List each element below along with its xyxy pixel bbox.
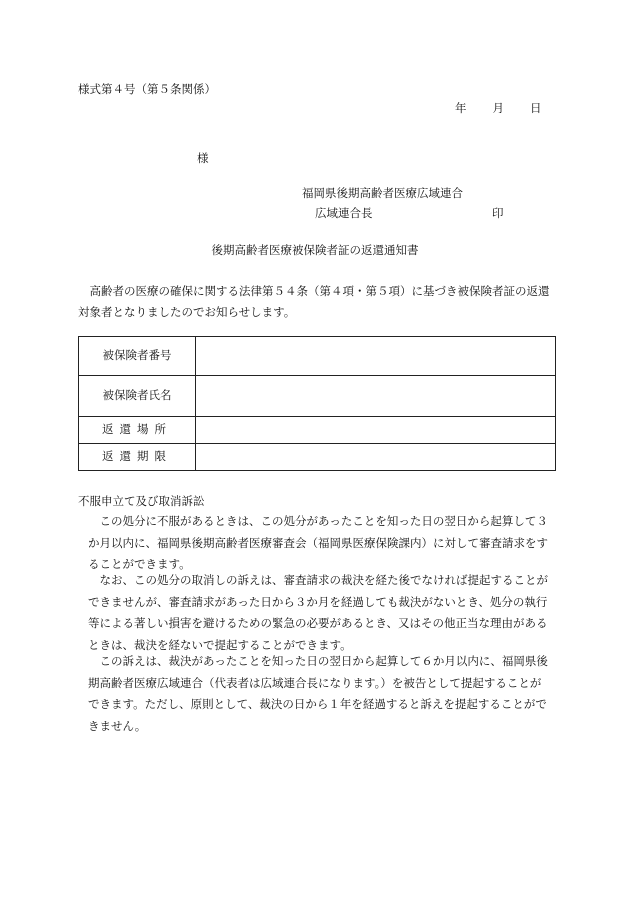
objection-paragraph-3: この訴えは、裁決があったことを知った日の翌日から起算して６か月以内に、福岡県後期高齢者医療広域連合（代表者は広域連合長になります。）を被告として提起することができます。ただし、原則として、裁決の日から１年を経過すると訴えを提起することができません。 [88, 654, 548, 733]
date-month: 月 [492, 101, 504, 115]
table-row [79, 444, 556, 471]
label-return-place: 返還場所 [79, 417, 196, 444]
objection-paragraph-1: この処分に不服があるときは、この処分があったことを知った日の翌日から起算して３か月以内に、福岡県後期高齢者医療審査会（福岡県医療保険課内）に対して審査請求をすることができます。 [88, 514, 548, 571]
objection-heading: 不服申立て及び取消訴訟 [78, 494, 205, 508]
seal-mark: 印 [492, 206, 504, 220]
form-number: 様式第４号（第５条関係） [78, 82, 216, 96]
value-insured-name [196, 376, 556, 417]
issuer-title: 広域連合長 [315, 206, 373, 220]
value-return-place [196, 417, 556, 444]
table-row [79, 376, 556, 417]
intro-paragraph: 高齢者の医療の確保に関する法律第５４条（第４項・第５項）に基づき被保険者証の返還対象者となりましたのでお知らせします。 [78, 284, 550, 319]
date-line [455, 103, 542, 115]
table-row [79, 337, 556, 376]
label-insured-number: 被保険者番号 [79, 337, 196, 376]
document-title: 後期高齢者医療被保険者証の返還通知書 [211, 243, 419, 257]
addressee-suffix: 様 [197, 151, 209, 165]
issuer-organization: 福岡県後期高齢者医療広域連合 [302, 186, 463, 200]
date-year: 年 [455, 101, 467, 115]
label-insured-name: 被保険者氏名 [79, 376, 196, 417]
objection-paragraph-2: なお、この処分の取消しの訴えは、審査請求の裁決を経た後でなければ提起することができませんが、審査請求があった日から３か月を経過しても裁決がないとき、処分の執行等による著しい損害を避けるための緊急の必要があるとき、又はその他正当な理由があるときは、裁決を経ないで提起することができます。 [88, 573, 548, 652]
insured-info-table [78, 336, 556, 471]
value-insured-number [196, 337, 556, 376]
table-row [79, 417, 556, 444]
date-day: 日 [530, 101, 542, 115]
value-return-deadline [196, 444, 556, 471]
label-return-deadline: 返還期限 [79, 444, 196, 471]
